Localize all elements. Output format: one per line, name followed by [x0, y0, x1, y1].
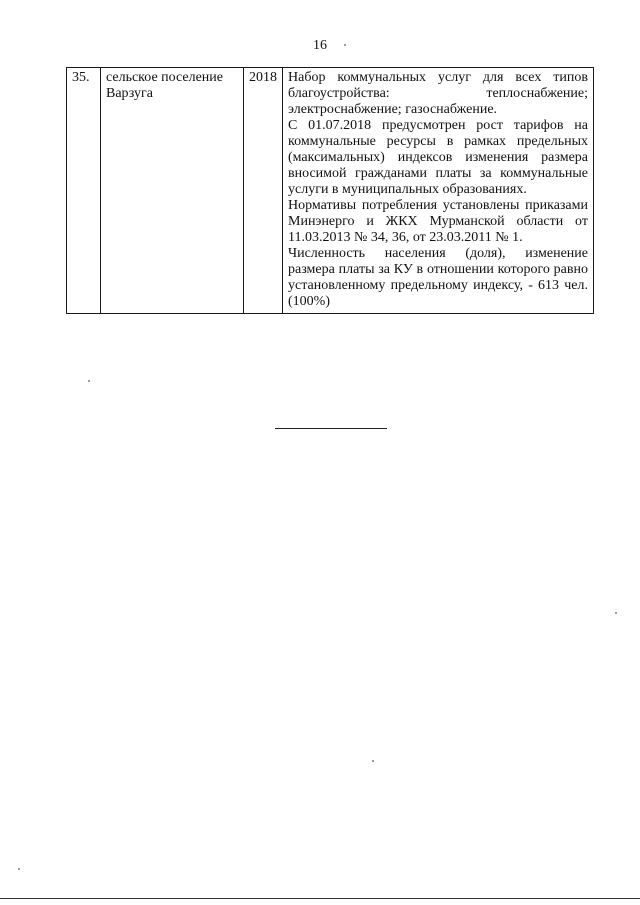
page-number: 16 [313, 38, 327, 53]
scan-speck [344, 44, 346, 46]
scan-speck [372, 760, 374, 762]
scan-speck [88, 380, 90, 382]
description-paragraph: Набор коммунальных услуг для всех типов благоустройства: теплоснабжение; электроснабжение; газоснабжение. [288, 70, 588, 117]
scan-speck [615, 612, 617, 614]
year-cell: 2018 [244, 68, 283, 314]
end-separator-line [275, 428, 387, 429]
description-paragraph: Численность населения (доля), изменение размера платы за КУ в отношении которого равно установленному предельному индексу, - 613 чел. (100%) [288, 246, 588, 309]
tariff-table [66, 67, 594, 314]
scan-speck [18, 868, 20, 870]
row-number-cell: 35. [67, 68, 101, 314]
table-row [67, 68, 594, 314]
settlement-name-cell: сельское поселение Варзуга [101, 68, 244, 314]
bottom-border-line [0, 898, 640, 899]
description-paragraph: Нормативы потребления установлены приказами Минэнерго и ЖКХ Мурманской области от 11.03.2013 № 34, 36, от 23.03.2011 № 1. [288, 198, 588, 245]
description-paragraph: С 01.07.2018 предусмотрен рост тарифов на коммунальные ресурсы в рамках предельных (максимальных) индексов изменения размера вносимой гражданами платы за коммунальные услуги в муниципальных образованиях. [288, 118, 588, 197]
description-cell [283, 68, 594, 314]
